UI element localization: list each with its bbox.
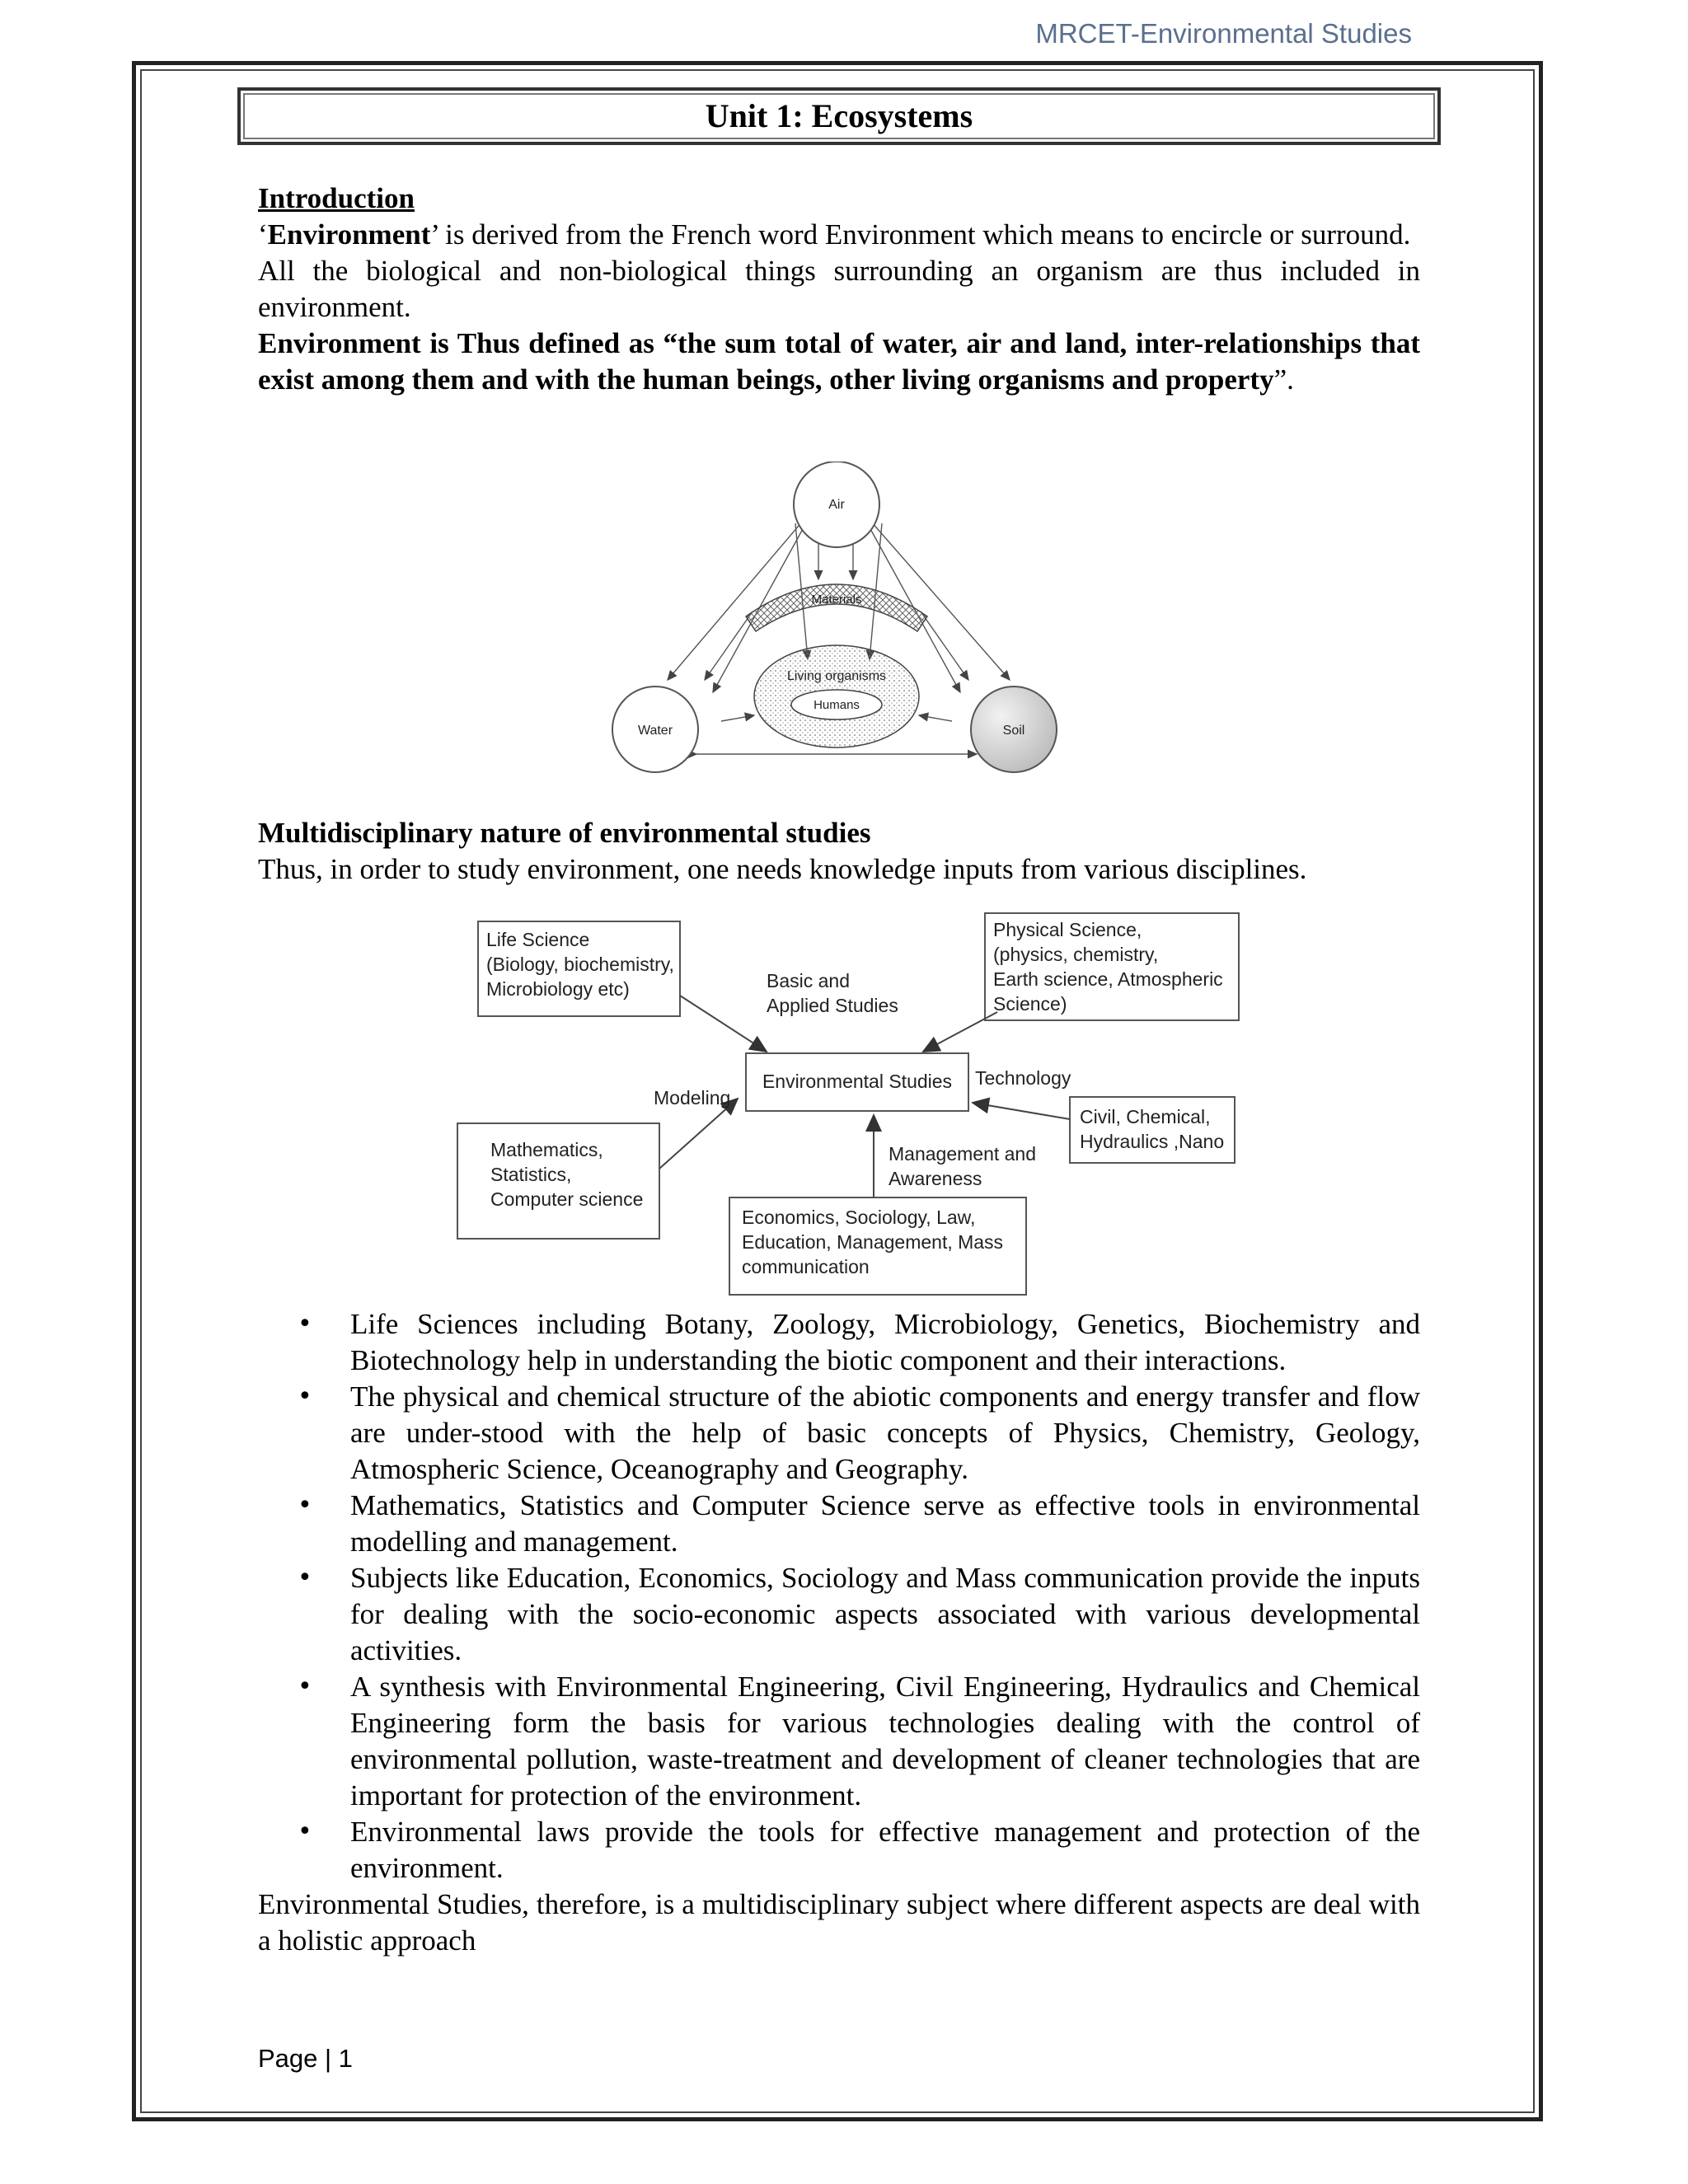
water-label: Water xyxy=(637,724,673,738)
intro-paragraph-2: All the biological and non-biological things surrounding an organism are thus included in environment. xyxy=(258,255,1420,323)
disciplines-section xyxy=(258,1306,1420,1959)
list-item: • Environmental laws provide the tools for effective management and protection of the environment. xyxy=(350,1814,1420,1886)
multidisciplinary-section xyxy=(258,815,1420,888)
physical-science-line-2: (physics, chemistry, xyxy=(993,944,1159,965)
mathematics-line-1: Mathematics, xyxy=(490,1139,603,1160)
unit-title: Unit 1: Ecosystems xyxy=(705,97,973,134)
modeling-label: Modeling xyxy=(654,1087,731,1108)
multidisciplinary-text: Thus, in order to study environment, one needs knowledge inputs from various disciplines. xyxy=(258,853,1307,885)
multidisciplinary-diagram xyxy=(453,905,1245,1301)
physical-science-line-1: Physical Science, xyxy=(993,919,1142,940)
environment-components-diagram xyxy=(606,462,1067,779)
basic-applied-line-1: Basic and xyxy=(767,970,851,991)
list-item: • Subjects like Education, Economics, Sociology and Mass communication provide the inputs for dealing with the socio-economic aspects associated with various developmental activities. xyxy=(350,1560,1420,1669)
list-item: • A synthesis with Environmental Engineering, Civil Engineering, Hydraulics and Chemical Engineering form the basis for various technologies dealing with the control of environmental pollution, waste-treatment and development of cleaner technologies that are important for protection of the environment. xyxy=(350,1669,1420,1814)
life-science-line-1: Life Science xyxy=(486,929,590,950)
intro-paragraph-1: ‘Environment’ is derived from the French word Environment which means to encircle or surround. xyxy=(258,218,1411,251)
economics-line-2: Education, Management, Mass xyxy=(742,1231,1004,1253)
physical-science-line-4: Science) xyxy=(993,993,1067,1015)
unit-title-box xyxy=(237,87,1441,145)
list-item: • The physical and chemical structure of the abiotic components and energy transfer and flow are under-stood with the help of basic concepts of Physics, Chemistry, Geology, Atmospheric Science, Oceanography and Geography. xyxy=(350,1379,1420,1488)
intro-definition: Environment is Thus defined as “the sum total of water, air and land, inter-relationships that exist among them and with the human beings, other living organisms and property”. xyxy=(258,327,1420,396)
life-science-line-3: Microbiology etc) xyxy=(486,978,630,1000)
mathematics-line-3: Computer science xyxy=(490,1188,644,1210)
multidisciplinary-heading: Multidisciplinary nature of environmental studies xyxy=(258,817,871,849)
list-item: • Life Sciences including Botany, Zoology, Microbiology, Genetics, Biochemistry and Biotechnology help in understanding the biotic component and their interactions. xyxy=(350,1306,1420,1379)
introduction-heading: Introduction xyxy=(258,182,415,214)
economics-line-3: communication xyxy=(742,1256,870,1277)
physical-science-line-3: Earth science, Atmospheric xyxy=(993,968,1223,990)
management-line-2: Awareness xyxy=(889,1168,982,1189)
materials-label: Materials xyxy=(811,593,862,607)
living-organisms-label: Living organisms xyxy=(786,669,887,683)
environment-term: Environment xyxy=(267,218,431,251)
civil-line-2: Hydraulics ,Nano xyxy=(1080,1131,1225,1152)
management-line-1: Management and xyxy=(889,1143,1037,1165)
air-label: Air xyxy=(828,498,845,512)
environmental-studies-label: Environmental Studies xyxy=(762,1071,953,1092)
humans-label: Humans xyxy=(814,698,860,712)
basic-applied-line-2: Applied Studies xyxy=(767,995,898,1016)
civil-line-1: Civil, Chemical, xyxy=(1080,1106,1211,1127)
disciplines-list xyxy=(258,1306,1420,1886)
soil-label: Soil xyxy=(1002,724,1025,738)
running-header: MRCET-Environmental Studies xyxy=(1035,18,1412,49)
list-item: • Mathematics, Statistics and Computer Science serve as effective tools in environmental modelling and management. xyxy=(350,1488,1420,1560)
economics-line-1: Economics, Sociology, Law, xyxy=(742,1207,976,1228)
mathematics-line-2: Statistics, xyxy=(490,1164,572,1185)
page-number: Page | 1 xyxy=(258,2044,353,2073)
introduction-section xyxy=(258,180,1420,398)
life-science-line-2: (Biology, biochemistry, xyxy=(486,954,674,975)
technology-label: Technology xyxy=(975,1067,1071,1089)
materials-band xyxy=(746,584,927,631)
conclusion-paragraph: Environmental Studies, therefore, is a multidisciplinary subject where different aspects are deal with a holistic approach xyxy=(258,1888,1420,1957)
